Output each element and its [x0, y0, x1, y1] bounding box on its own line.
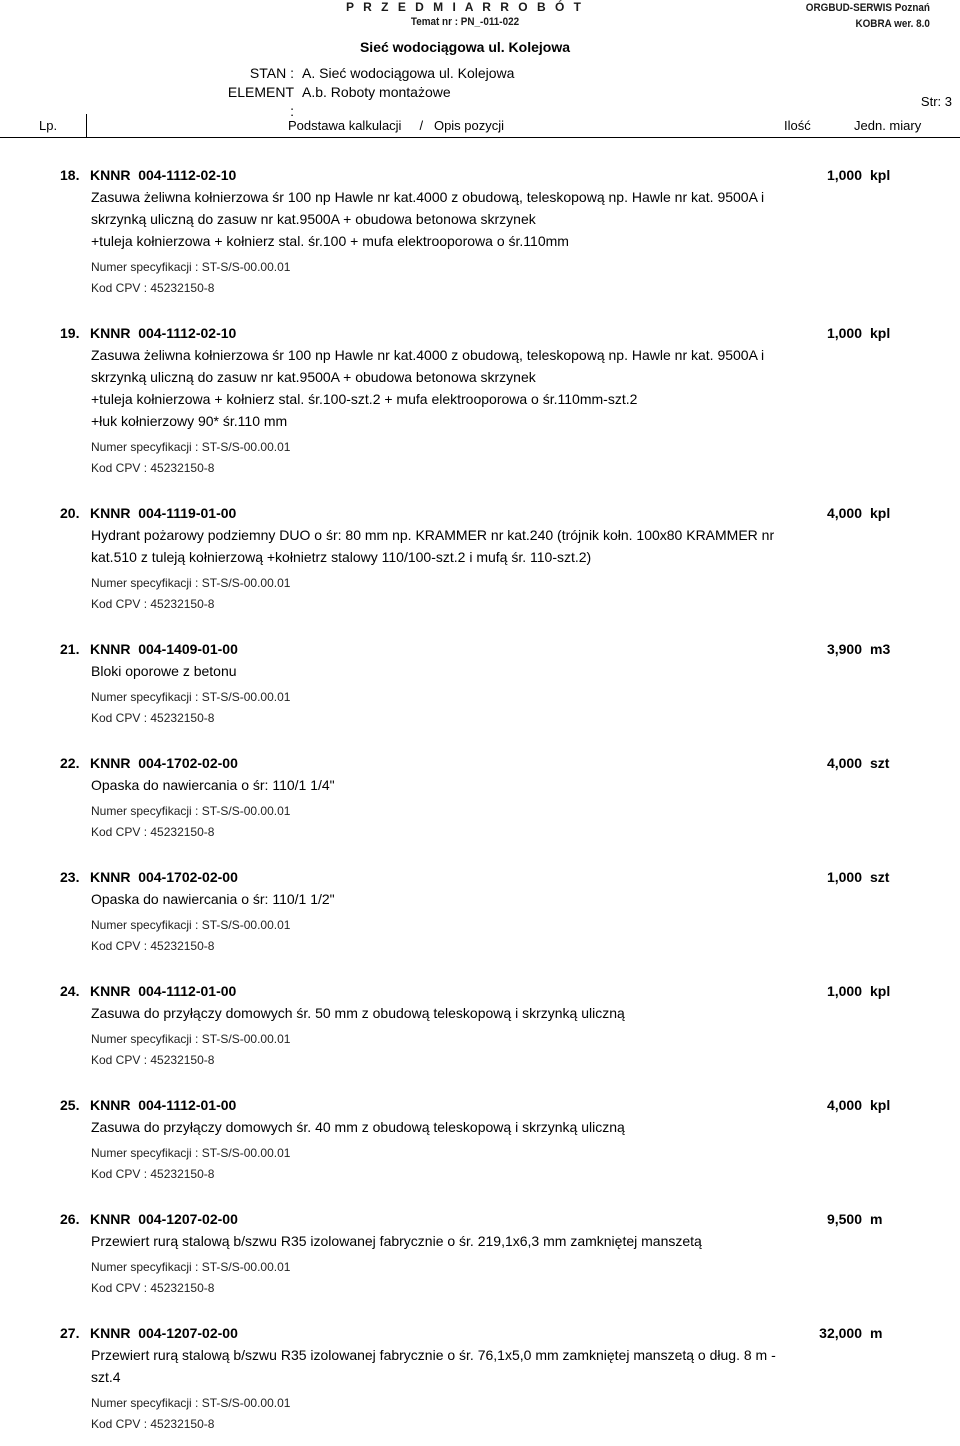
position-basis-code: KNNR 004-1112-01-00: [90, 1097, 237, 1113]
position-number: 19.: [60, 325, 80, 341]
description-line: skrzynką uliczną do zasuw nr kat.9500A + obudowa betonowa skrzynek: [91, 211, 536, 227]
position-spec-block: [91, 1029, 900, 1071]
position-quantity: 4,000: [826, 1097, 862, 1113]
position-description: [91, 186, 801, 252]
spec-number-value: ST-S/S-00.00.01: [201, 440, 291, 454]
column-basis: Podstawa kalkulacji / Opis pozycji: [288, 118, 505, 133]
cpv-row: [91, 708, 900, 729]
position-basis-code: KNNR 004-1702-02-00: [90, 869, 238, 885]
position-item: [60, 502, 900, 615]
position-quantity: 3,900: [826, 641, 862, 657]
cpv-label: Kod CPV :: [91, 1167, 148, 1181]
spec-number-row: [91, 257, 900, 278]
stan-value: A. Sieć wodociągowa ul. Kolejowa: [302, 65, 515, 81]
spec-number-label: Numer specyfikacji :: [91, 804, 199, 818]
spec-number-label: Numer specyfikacji :: [91, 576, 199, 590]
description-line: szt.4: [91, 1369, 121, 1385]
spec-number-label: Numer specyfikacji :: [91, 260, 199, 274]
position-number: 23.: [60, 869, 80, 885]
cpv-label: Kod CPV :: [91, 1281, 148, 1295]
cpv-row: [91, 594, 900, 615]
position-unit: kpl: [870, 505, 891, 521]
spec-number-row: [91, 1257, 900, 1278]
position-number: 22.: [60, 755, 80, 771]
position-description: [91, 660, 801, 682]
description-line: Hydrant pożarowy podziemny DUO o śr: 80 mm np. KRAMMER nr kat.240 (trójnik kołn. 100x80 KRAMMER nr: [91, 527, 775, 543]
stan-label: STAN :: [249, 65, 294, 81]
spec-number-row: [91, 437, 900, 458]
column-header-bar: [0, 114, 960, 138]
position-header: [60, 866, 900, 888]
description-line: +tuleja kołnierzowa + kołnierz stal. śr.100-szt.2 + mufa elektrooporowa o śr.110mm-szt.2: [91, 391, 638, 407]
position-number: 24.: [60, 983, 80, 999]
position-basis-code: KNNR 004-1207-02-00: [90, 1325, 238, 1341]
document-title: P R Z E D M I A R R O B Ó T: [346, 0, 584, 14]
spec-number-row: [91, 1143, 900, 1164]
position-unit: kpl: [870, 983, 891, 999]
cpv-value: 45232150-8: [150, 597, 215, 611]
position-quantity: 1,000: [826, 869, 862, 885]
position-number: 26.: [60, 1211, 80, 1227]
temat-number: Temat nr : PN_-011-022: [410, 16, 520, 28]
position-description: [91, 1344, 801, 1388]
position-quantity: 9,500: [826, 1211, 862, 1227]
cpv-label: Kod CPV :: [91, 1053, 148, 1067]
cpv-label: Kod CPV :: [91, 597, 148, 611]
spec-number-row: [91, 801, 900, 822]
software-version: KOBRA wer. 8.0: [855, 18, 930, 30]
position-quantity: 1,000: [826, 325, 862, 341]
description-line: Zasuwa do przyłączy domowych śr. 40 mm z obudową teleskopową i skrzynką uliczną: [91, 1119, 625, 1135]
description-line: Zasuwa żeliwna kołnierzowa śr 100 np Hawle nr kat.4000 z obudową, teleskopową np. Hawle nr kat. 9500A i: [91, 189, 765, 205]
position-spec-block: [91, 687, 900, 729]
spec-number-label: Numer specyfikacji :: [91, 690, 199, 704]
position-basis-code: KNNR 004-1112-02-10: [90, 167, 237, 183]
description-line: kat.510 z tuleją kołnierzową +kołnietrz stalowy 110/100-szt.2 i mufą śr. 110-szt.2): [91, 549, 592, 565]
position-description: [91, 1002, 801, 1024]
spec-number-row: [91, 1029, 900, 1050]
position-number: 27.: [60, 1325, 80, 1341]
cpv-value: 45232150-8: [150, 1053, 215, 1067]
spec-number-label: Numer specyfikacji :: [91, 1260, 199, 1274]
position-header: [60, 164, 900, 186]
position-header: [60, 502, 900, 524]
cpv-row: [91, 278, 900, 299]
spec-number-value: ST-S/S-00.00.01: [201, 1032, 291, 1046]
cpv-row: [91, 1414, 900, 1435]
position-basis-code: KNNR 004-1112-02-10: [90, 325, 237, 341]
cpv-row: [91, 1278, 900, 1299]
position-unit: m3: [870, 641, 891, 657]
position-spec-block: [91, 1257, 900, 1299]
object-name: Sieć wodociągowa ul. Kolejowa: [359, 39, 571, 55]
position-basis-code: KNNR 004-1702-02-00: [90, 755, 238, 771]
position-description: [91, 524, 801, 568]
description-line: Przewiert rurą stalową b/szwu R35 izolowanej fabrycznie o śr. 219,1x6,3 mm zamkniętej manszetą: [91, 1233, 702, 1249]
position-description: [91, 344, 801, 432]
cpv-row: [91, 1164, 900, 1185]
position-description: [91, 774, 801, 796]
position-unit: m: [870, 1211, 883, 1227]
cpv-value: 45232150-8: [150, 1167, 215, 1181]
position-header: [60, 1322, 900, 1344]
position-spec-block: [91, 437, 900, 479]
position-header: [60, 638, 900, 660]
spec-number-label: Numer specyfikacji :: [91, 1146, 199, 1160]
description-line: Zasuwa do przyłączy domowych śr. 50 mm z obudową teleskopową i skrzynką uliczną: [91, 1005, 625, 1021]
position-quantity: 32,000: [819, 1325, 862, 1341]
position-header: [60, 752, 900, 774]
position-unit: szt: [870, 755, 890, 771]
position-header: [60, 980, 900, 1002]
description-line: +łuk kołnierzowy 90* śr.110 mm: [91, 413, 288, 429]
position-spec-block: [91, 1143, 900, 1185]
meta-block: [226, 64, 514, 121]
position-unit: szt: [870, 869, 890, 885]
position-list: [60, 164, 900, 1435]
position-unit: kpl: [870, 167, 891, 183]
column-qty: Ilość: [784, 118, 811, 133]
position-spec-block: [91, 573, 900, 615]
cpv-label: Kod CPV :: [91, 825, 148, 839]
cpv-value: 45232150-8: [150, 461, 215, 475]
description-line: Opaska do nawiercania o śr: 110/1 1/2": [91, 891, 335, 907]
position-spec-block: [91, 257, 900, 299]
description-line: Bloki oporowe z betonu: [91, 663, 237, 679]
cpv-value: 45232150-8: [150, 711, 215, 725]
position-item: [60, 322, 900, 479]
spec-number-label: Numer specyfikacji :: [91, 1396, 199, 1410]
description-line: +tuleja kołnierzowa + kołnierz stal. śr.100 + mufa elektrooporowa o śr.110mm: [91, 233, 569, 249]
spec-number-value: ST-S/S-00.00.01: [201, 1260, 291, 1274]
position-quantity: 4,000: [826, 755, 862, 771]
spec-number-value: ST-S/S-00.00.01: [201, 1146, 291, 1160]
position-basis-code: KNNR 004-1112-01-00: [90, 983, 237, 999]
position-quantity: 1,000: [826, 167, 862, 183]
position-description: [91, 1230, 801, 1252]
cpv-value: 45232150-8: [150, 939, 215, 953]
column-lp: Lp.: [39, 118, 58, 133]
spec-number-label: Numer specyfikacji :: [91, 1032, 199, 1046]
position-number: 21.: [60, 641, 80, 657]
cpv-row: [91, 458, 900, 479]
position-unit: m: [870, 1325, 883, 1341]
position-item: [60, 1322, 900, 1435]
position-quantity: 1,000: [826, 983, 862, 999]
position-basis-code: KNNR 004-1207-02-00: [90, 1211, 238, 1227]
spec-number-row: [91, 687, 900, 708]
position-item: [60, 638, 900, 729]
element-value: A.b. Roboty montażowe: [302, 84, 451, 100]
column-separator: [86, 114, 87, 138]
description-line: Zasuwa żeliwna kołnierzowa śr 100 np Hawle nr kat.4000 z obudową, teleskopową np. Hawle nr kat. 9500A i: [91, 347, 765, 363]
company-name: ORGBUD-SERWIS Poznań: [805, 2, 930, 14]
column-unit: Jedn. miary: [854, 118, 922, 133]
cpv-value: 45232150-8: [150, 825, 215, 839]
position-header: [60, 1208, 900, 1230]
position-item: [60, 164, 900, 299]
page-number: Str: 3: [920, 94, 952, 109]
spec-number-label: Numer specyfikacji :: [91, 918, 199, 932]
position-item: [60, 1208, 900, 1299]
description-line: Przewiert rurą stalową b/szwu R35 izolowanej fabrycznie o śr. 76,1x5,0 mm zamkniętej manszetą o dług. 8 m -: [91, 1347, 776, 1363]
spec-number-value: ST-S/S-00.00.01: [201, 576, 291, 590]
spec-number-value: ST-S/S-00.00.01: [201, 690, 291, 704]
position-header: [60, 322, 900, 344]
position-description: [91, 888, 801, 910]
position-spec-block: [91, 1393, 900, 1435]
stan-row: [226, 64, 514, 83]
cpv-value: 45232150-8: [150, 1417, 215, 1431]
position-item: [60, 980, 900, 1071]
cpv-label: Kod CPV :: [91, 711, 148, 725]
position-number: 18.: [60, 167, 80, 183]
cpv-label: Kod CPV :: [91, 1417, 148, 1431]
position-unit: kpl: [870, 325, 891, 341]
cpv-value: 45232150-8: [150, 281, 215, 295]
spec-number-value: ST-S/S-00.00.01: [201, 260, 291, 274]
cpv-label: Kod CPV :: [91, 461, 148, 475]
position-header: [60, 1094, 900, 1116]
position-quantity: 4,000: [826, 505, 862, 521]
position-basis-code: KNNR 004-1119-01-00: [90, 505, 237, 521]
description-line: Opaska do nawiercania o śr: 110/1 1/4": [91, 777, 335, 793]
cpv-label: Kod CPV :: [91, 281, 148, 295]
position-spec-block: [91, 801, 900, 843]
position-number: 25.: [60, 1097, 80, 1113]
column-header-rule: [0, 137, 960, 138]
spec-number-row: [91, 915, 900, 936]
cpv-row: [91, 936, 900, 957]
cpv-row: [91, 822, 900, 843]
position-item: [60, 752, 900, 843]
position-number: 20.: [60, 505, 80, 521]
position-unit: kpl: [870, 1097, 891, 1113]
cpv-row: [91, 1050, 900, 1071]
spec-number-row: [91, 1393, 900, 1414]
element-label: ELEMENT :: [227, 84, 294, 119]
cpv-value: 45232150-8: [150, 1281, 215, 1295]
description-line: skrzynką uliczną do zasuw nr kat.9500A + obudowa betonowa skrzynek: [91, 369, 536, 385]
header-right-block: [792, 0, 930, 32]
position-item: [60, 1094, 900, 1185]
spec-number-row: [91, 573, 900, 594]
spec-number-label: Numer specyfikacji :: [91, 440, 199, 454]
spec-number-value: ST-S/S-00.00.01: [201, 804, 291, 818]
spec-number-value: ST-S/S-00.00.01: [201, 918, 291, 932]
cpv-label: Kod CPV :: [91, 939, 148, 953]
position-spec-block: [91, 915, 900, 957]
position-item: [60, 866, 900, 957]
position-description: [91, 1116, 801, 1138]
spec-number-value: ST-S/S-00.00.01: [201, 1396, 291, 1410]
position-basis-code: KNNR 004-1409-01-00: [90, 641, 238, 657]
